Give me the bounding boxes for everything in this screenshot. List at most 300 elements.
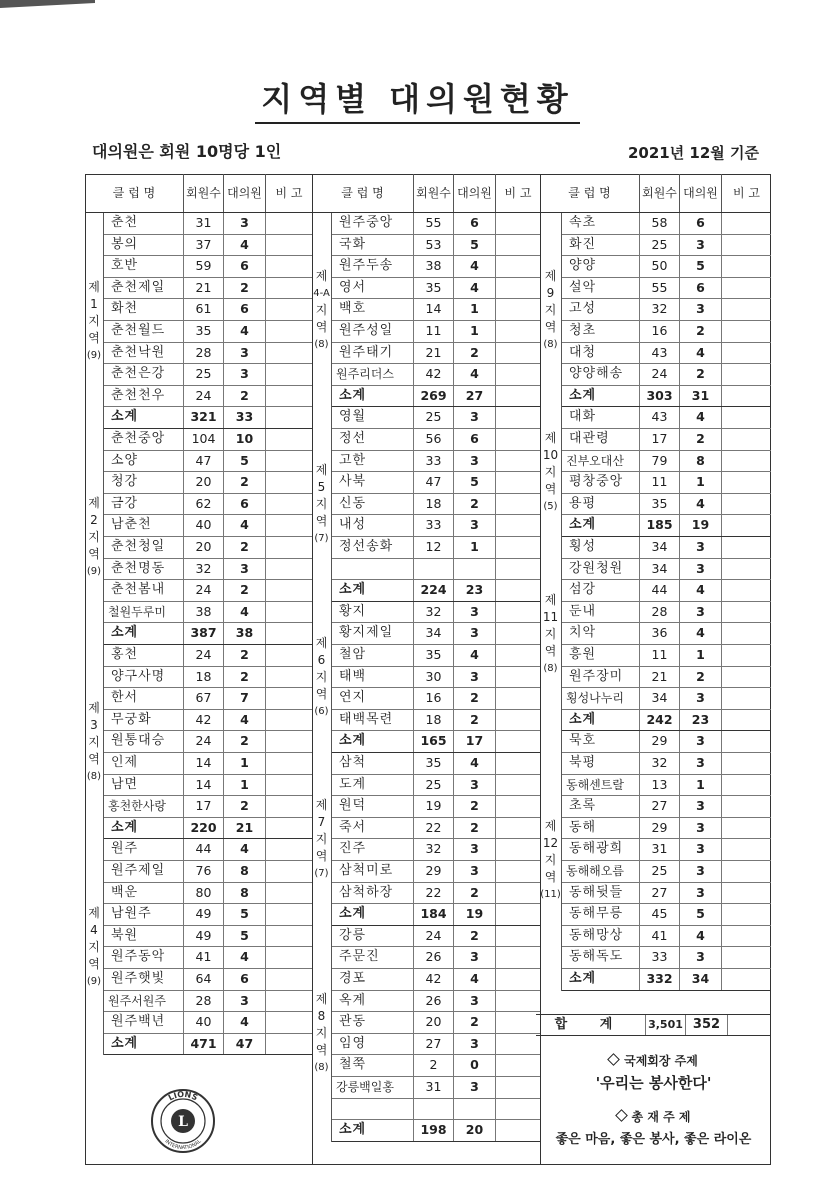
- table-row: [562, 904, 771, 926]
- delegate-count: 7: [224, 688, 266, 709]
- note-cell: [722, 667, 771, 688]
- member-count: 18: [184, 667, 224, 688]
- club-name: 소계: [332, 386, 414, 407]
- delegate-count: 6: [224, 256, 266, 277]
- region-label: 제 3 지 역 (8): [85, 645, 104, 839]
- table-row: [104, 883, 312, 905]
- delegate-count: 23: [680, 710, 722, 731]
- delegate-count: 3: [454, 1034, 496, 1055]
- club-name: 묵호: [562, 731, 640, 752]
- delegate-count: 5: [224, 451, 266, 472]
- note-cell: [266, 386, 312, 407]
- note-cell: [722, 710, 771, 731]
- delegate-count: 2: [454, 796, 496, 817]
- table-row: [104, 904, 312, 926]
- member-count: 44: [184, 839, 224, 860]
- club-name: 남춘천: [104, 515, 184, 536]
- delegate-count: 5: [680, 904, 722, 925]
- member-count: 40: [184, 1012, 224, 1033]
- member-count: 35: [640, 494, 680, 515]
- club-name: 횡성: [562, 537, 640, 558]
- note-cell: [722, 407, 771, 428]
- region-label: 제 6 지 역 (6): [312, 602, 332, 753]
- note-cell: [722, 429, 771, 450]
- delegate-count: 2: [224, 537, 266, 558]
- note-cell: [722, 753, 771, 774]
- note-cell: [496, 623, 540, 644]
- note-cell: [496, 321, 540, 342]
- member-count: 19: [414, 796, 454, 817]
- table-row: [104, 688, 312, 710]
- table-row: [562, 429, 771, 451]
- subtotal-row: [104, 623, 312, 645]
- table-row: [104, 559, 312, 581]
- delegate-count: 2: [680, 321, 722, 342]
- delegate-count: 4: [680, 494, 722, 515]
- club-name: 신동: [332, 494, 414, 515]
- club-name: 원주성일: [332, 321, 414, 342]
- grand-total-note: [728, 1015, 771, 1035]
- club-name: 옥계: [332, 991, 414, 1012]
- header-club-name: 클 럽 명: [540, 174, 640, 212]
- delegate-count: 4: [224, 602, 266, 623]
- club-name: 춘천청일: [104, 537, 184, 558]
- table-row: [104, 515, 312, 537]
- delegate-count: 1: [224, 753, 266, 774]
- member-count: 32: [640, 753, 680, 774]
- member-count: 24: [184, 386, 224, 407]
- table-row: [562, 213, 771, 235]
- club-name: 원주: [104, 839, 184, 860]
- club-name: 주문진: [332, 947, 414, 968]
- member-count: 43: [640, 407, 680, 428]
- table-row: [562, 753, 771, 775]
- table-row: [562, 559, 771, 581]
- note-cell: [266, 775, 312, 796]
- member-count: 58: [640, 213, 680, 234]
- note-cell: [496, 839, 540, 860]
- member-count: 28: [184, 343, 224, 364]
- column-header: [540, 174, 771, 213]
- club-name: 소계: [104, 623, 184, 644]
- member-count: 28: [184, 991, 224, 1012]
- note-cell: [722, 883, 771, 904]
- intl-theme-text: '우리는 봉사한다': [595, 1074, 712, 1092]
- club-name: 강릉백일홍: [332, 1077, 414, 1098]
- club-name: 국화: [332, 235, 414, 256]
- club-name: 삼척하장: [332, 883, 414, 904]
- member-count: 32: [640, 299, 680, 320]
- club-name: 한서: [104, 688, 184, 709]
- delegate-count: 19: [454, 904, 496, 925]
- member-count: 20: [184, 537, 224, 558]
- member-count: 44: [640, 580, 680, 601]
- header-club-name: 클 럽 명: [85, 174, 184, 212]
- member-count: 14: [184, 753, 224, 774]
- club-name: 동해: [562, 818, 640, 839]
- note-cell: [266, 537, 312, 558]
- club-name: 원주태기: [332, 343, 414, 364]
- club-name: 동해망상: [562, 926, 640, 947]
- club-name: 소계: [104, 1034, 184, 1055]
- table-row: [104, 667, 312, 689]
- member-count: 165: [414, 731, 454, 752]
- note-cell: [496, 256, 540, 277]
- note-cell: [496, 796, 540, 817]
- table-row: [104, 213, 312, 235]
- note-cell: [722, 321, 771, 342]
- table-row: [104, 991, 312, 1013]
- table-row: [562, 235, 771, 257]
- table-row: [562, 796, 771, 818]
- member-count: 28: [640, 602, 680, 623]
- member-count: 20: [414, 1012, 454, 1033]
- table-row: [104, 580, 312, 602]
- subtotal-row: [332, 904, 540, 926]
- delegate-count: 4: [454, 753, 496, 774]
- note-cell: [496, 278, 540, 299]
- club-name: 연지: [332, 688, 414, 709]
- table-row: [332, 623, 540, 645]
- member-count: 41: [640, 926, 680, 947]
- member-count: 20: [184, 472, 224, 493]
- member-count: 471: [184, 1034, 224, 1055]
- region-block: [85, 839, 312, 1055]
- delegate-count: 4: [680, 407, 722, 428]
- club-name: 동해광희: [562, 839, 640, 860]
- club-name: 원덕: [332, 796, 414, 817]
- note-cell: [266, 407, 312, 428]
- member-count: 53: [414, 235, 454, 256]
- delegate-count: 5: [224, 904, 266, 925]
- table-row: [562, 818, 771, 840]
- note-cell: [266, 731, 312, 752]
- reference-date: 2021년 12월 기준: [627, 144, 759, 162]
- member-count: 30: [414, 667, 454, 688]
- note-cell: [496, 645, 540, 666]
- club-name: 대청: [562, 343, 640, 364]
- member-count: 79: [640, 451, 680, 472]
- delegate-count: 4: [224, 515, 266, 536]
- member-count: 35: [184, 321, 224, 342]
- club-name: 관동: [332, 1012, 414, 1033]
- delegate-count: 4: [224, 1012, 266, 1033]
- member-count: 27: [640, 796, 680, 817]
- note-cell: [266, 494, 312, 515]
- club-name: 소계: [332, 904, 414, 925]
- member-count: 33: [640, 947, 680, 968]
- note-cell: [722, 947, 771, 968]
- club-name: 대화: [562, 407, 640, 428]
- member-count: 31: [184, 213, 224, 234]
- delegate-count: 2: [454, 494, 496, 515]
- table-row: [104, 537, 312, 559]
- member-count: 26: [414, 947, 454, 968]
- note-cell: [722, 796, 771, 817]
- club-name: 호반: [104, 256, 184, 277]
- note-cell: [496, 494, 540, 515]
- club-name: 동해독도: [562, 947, 640, 968]
- member-count: 35: [414, 278, 454, 299]
- club-name: 화진: [562, 235, 640, 256]
- club-name: 진주: [332, 839, 414, 860]
- member-count: 29: [640, 818, 680, 839]
- member-count: 25: [414, 407, 454, 428]
- delegate-count: 3: [454, 623, 496, 644]
- delegate-count: 3: [680, 299, 722, 320]
- club-name: 고성: [562, 299, 640, 320]
- member-count: 76: [184, 861, 224, 882]
- note-cell: [722, 818, 771, 839]
- note-cell: [496, 1034, 540, 1055]
- delegate-count: 2: [454, 710, 496, 731]
- member-count: 61: [184, 299, 224, 320]
- note-cell: [266, 602, 312, 623]
- note-cell: [496, 559, 540, 580]
- delegate-count: 2: [454, 818, 496, 839]
- delegate-count: 6: [680, 278, 722, 299]
- club-name: 원주햇빛: [104, 969, 184, 990]
- note-cell: [496, 818, 540, 839]
- delegate-count: 2: [680, 429, 722, 450]
- member-count: 25: [414, 775, 454, 796]
- note-cell: [496, 515, 540, 536]
- club-name: 화천: [104, 299, 184, 320]
- note-cell: [266, 904, 312, 925]
- member-count: 17: [640, 429, 680, 450]
- table-row: [104, 926, 312, 948]
- club-name: 죽서: [332, 818, 414, 839]
- note-cell: [722, 559, 771, 580]
- club-name: 영서: [332, 278, 414, 299]
- member-count: 16: [414, 688, 454, 709]
- member-count: 59: [184, 256, 224, 277]
- table-row: [562, 343, 771, 365]
- note-cell: [266, 947, 312, 968]
- club-name: 춘천은강: [104, 364, 184, 385]
- club-name: 임영: [332, 1034, 414, 1055]
- note-cell: [266, 451, 312, 472]
- member-count: 34: [640, 537, 680, 558]
- member-count: 55: [414, 213, 454, 234]
- delegate-count: 3: [454, 1077, 496, 1098]
- club-name: 정선송화: [332, 537, 414, 558]
- table-row: [332, 753, 540, 775]
- member-count: 36: [640, 623, 680, 644]
- member-count: 2: [414, 1055, 454, 1076]
- subtotal-row: [104, 818, 312, 840]
- member-count: 32: [414, 839, 454, 860]
- table-row: [332, 1077, 540, 1099]
- region-block: [312, 407, 540, 601]
- table-row: [332, 602, 540, 624]
- delegate-count: 5: [224, 926, 266, 947]
- region-block: [85, 213, 312, 429]
- table-row: [104, 364, 312, 386]
- table-row: [104, 645, 312, 667]
- delegate-count: 3: [454, 515, 496, 536]
- member-count: 184: [414, 904, 454, 925]
- delegate-count: 4: [224, 947, 266, 968]
- table-row: [562, 537, 771, 559]
- table-row: [332, 537, 540, 559]
- club-name: 고한: [332, 451, 414, 472]
- delegate-count: 3: [680, 753, 722, 774]
- club-name: 원주장미: [562, 667, 640, 688]
- club-name: 양양: [562, 256, 640, 277]
- header-note: 비 고: [733, 186, 760, 200]
- member-count: 29: [414, 861, 454, 882]
- note-cell: [722, 645, 771, 666]
- member-count: 33: [414, 451, 454, 472]
- note-cell: [266, 472, 312, 493]
- note-cell: [722, 472, 771, 493]
- note-cell: [722, 926, 771, 947]
- region-block: [540, 537, 771, 731]
- note-cell: [496, 1099, 540, 1120]
- note-cell: [496, 731, 540, 752]
- member-count: 24: [184, 731, 224, 752]
- member-count: 29: [640, 731, 680, 752]
- club-name: 춘천제일: [104, 278, 184, 299]
- delegate-count: 3: [224, 559, 266, 580]
- note-cell: [266, 645, 312, 666]
- club-name: [332, 559, 414, 580]
- member-count: 45: [640, 904, 680, 925]
- delegate-count: 2: [454, 343, 496, 364]
- delegate-count: 34: [680, 969, 722, 990]
- note-cell: [496, 883, 540, 904]
- note-cell: [496, 1077, 540, 1098]
- delegate-count: 3: [680, 839, 722, 860]
- table-row: [562, 602, 771, 624]
- member-count: 17: [184, 796, 224, 817]
- note-cell: [266, 429, 312, 450]
- club-name: 북평: [562, 753, 640, 774]
- region-label: 제 8 지 역 (8): [312, 926, 332, 1142]
- table-row: [562, 494, 771, 516]
- table-row: [332, 1034, 540, 1056]
- delegate-count: 3: [680, 947, 722, 968]
- club-name: 횡성나누리: [562, 688, 640, 709]
- club-name: 청초: [562, 321, 640, 342]
- region-block: [312, 926, 540, 1142]
- delegate-count: 3: [680, 818, 722, 839]
- club-name: 강원청원: [562, 559, 640, 580]
- table-row: [562, 407, 771, 429]
- delegate-count: 4: [224, 839, 266, 860]
- note-cell: [722, 213, 771, 234]
- delegate-count: 3: [680, 602, 722, 623]
- note-cell: [266, 1012, 312, 1033]
- table-row: [104, 278, 312, 300]
- delegate-count: 4: [224, 235, 266, 256]
- delegate-count: 1: [224, 775, 266, 796]
- note-cell: [266, 688, 312, 709]
- delegate-count: 2: [224, 386, 266, 407]
- table-row: [104, 861, 312, 883]
- member-count: 35: [414, 645, 454, 666]
- column-header: [85, 174, 312, 213]
- region-block: [540, 213, 771, 407]
- member-count: 18: [414, 494, 454, 515]
- delegate-count: 1: [680, 472, 722, 493]
- member-count: [414, 1099, 454, 1120]
- note-cell: [266, 364, 312, 385]
- club-name: 경포: [332, 969, 414, 990]
- note-cell: [496, 299, 540, 320]
- note-cell: [266, 969, 312, 990]
- club-name: 사북: [332, 472, 414, 493]
- table-row: [104, 429, 312, 451]
- club-name: 둔내: [562, 602, 640, 623]
- club-name: 황지: [332, 602, 414, 623]
- table-row: [104, 775, 312, 797]
- table-row: [562, 883, 771, 905]
- note-cell: [266, 213, 312, 234]
- delegate-count: 3: [454, 407, 496, 428]
- club-name: 황지제일: [332, 623, 414, 644]
- subtotal-row: [332, 731, 540, 753]
- table-row: [332, 256, 540, 278]
- member-count: 21: [414, 343, 454, 364]
- region-block: [540, 407, 771, 537]
- header-delegates: 대의원: [224, 174, 266, 212]
- note-cell: [266, 256, 312, 277]
- grand-total-label: 합 계: [536, 1015, 646, 1035]
- member-count: 16: [640, 321, 680, 342]
- member-count: 14: [184, 775, 224, 796]
- table-row: [104, 710, 312, 732]
- delegate-count: 10: [224, 429, 266, 450]
- member-count: 24: [184, 580, 224, 601]
- table-row: [104, 947, 312, 969]
- club-name: 대관령: [562, 429, 640, 450]
- table-row: [332, 969, 540, 991]
- club-name: 춘천봄내: [104, 580, 184, 601]
- note-cell: [496, 926, 540, 947]
- intl-theme-title: 국제회장 주제: [536, 1052, 771, 1069]
- table-row: [332, 235, 540, 257]
- table-row: [562, 321, 771, 343]
- note-cell: [496, 904, 540, 925]
- delegate-count: 5: [680, 256, 722, 277]
- member-count: 185: [640, 515, 680, 536]
- club-name: 금강: [104, 494, 184, 515]
- club-name: 속초: [562, 213, 640, 234]
- note-cell: [266, 818, 312, 839]
- region-label: 제 4 지 역 (9): [85, 839, 104, 1055]
- table-row: [562, 580, 771, 602]
- table-row: [104, 299, 312, 321]
- note-cell: [722, 235, 771, 256]
- club-name: 원주중앙: [332, 213, 414, 234]
- delegate-count: 1: [454, 321, 496, 342]
- member-count: 34: [414, 623, 454, 644]
- delegate-count: 3: [454, 839, 496, 860]
- club-name: 내성: [332, 515, 414, 536]
- delegate-count: 1: [454, 299, 496, 320]
- note-cell: [266, 991, 312, 1012]
- note-cell: [496, 1120, 540, 1141]
- club-name: 원주동악: [104, 947, 184, 968]
- note-cell: [496, 667, 540, 688]
- table-row: [332, 688, 540, 710]
- club-name: 동해해오름: [562, 861, 640, 882]
- table-row: [104, 731, 312, 753]
- subtotal-row: [562, 969, 771, 991]
- region-block: [85, 429, 312, 645]
